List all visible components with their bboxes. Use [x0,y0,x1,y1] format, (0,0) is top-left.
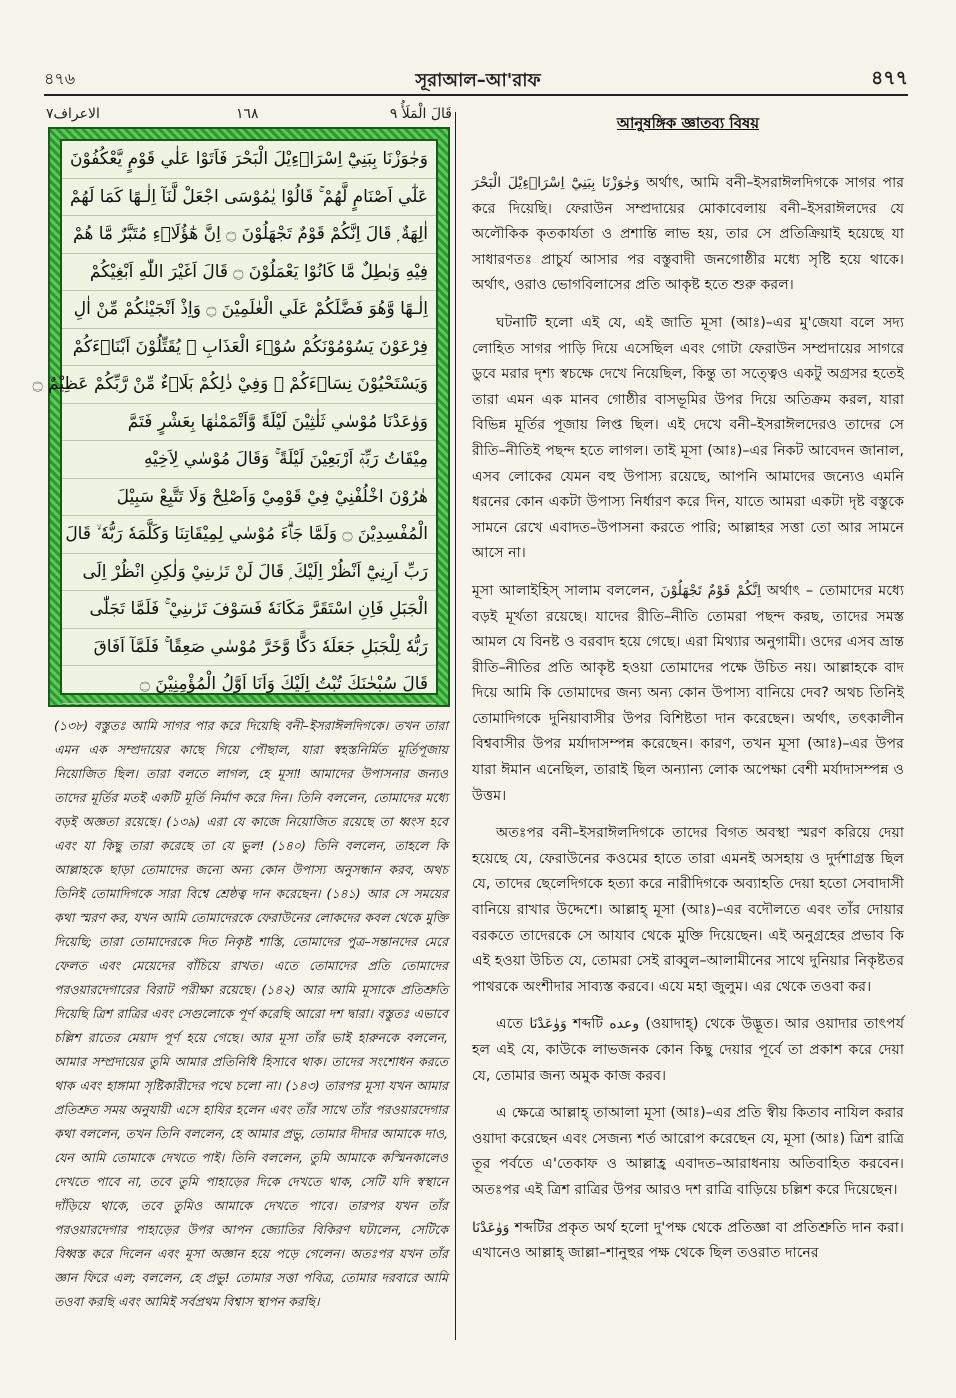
commentary-column [472,112,904,1279]
arabic-line: مِيْقَاتُ رَبِّهٖٓ اَرْبَعِيْنَ لَيْلَةً ۚ وَقَالَ مُوْسٰي لِاَخِيْهِ [62,441,436,479]
arabic-line: عَلٰٓي اَصْنَامٍ لَّهُمْ ۚ قَالُوْا يٰمُوْسَى اجْعَلْ لَّنَآ اِلٰـهًا كَمَا لَهُمْ [62,179,436,217]
arabic-quote: اِنَّكُمْ قَوْمٌ تَجْهَلُوْنَ [660,582,761,599]
arabic-quote: وَوٰعَدْنَا [529,1016,567,1033]
commentary-paragraph-6: এ ক্ষেত্রে আল্লাহ্ তাআলা মূসা (আঃ)–এর প্রতি স্বীয় কিতাব নাযিল করার ওয়াদা করেছেন এবং সেজন্য শর্ত আরোপ করেছেন যে, মূসা (আঃ) ত্রিশ রাত্রি তূর পর্বতে এ'তেকাফ ও আল্লাহ্র এবাদত–আরাধনায় অতিবাহিত করবেন। অতঃপর এই ত্রিশ রাত্রির উপর আরও দশ রাত্রি বাড়িয়ে চল্লিশ করে দিয়েছেন। [472,1105,904,1198]
page-number-left: ৪৭৬ [44,69,76,88]
commentary-paragraph-1 [472,171,904,299]
paragraph-text: শব্দটির প্রকৃত অর্থ হলো দু'পক্ষ থেকে প্রতিজ্ঞা বা প্রতিশ্রুতি দান করা। এখানেও আল্লাহ্ জাল্লা–শানুহুর পক্ষ থেকে ছিল তওরাত দানের [472,1219,904,1262]
arabic-line: وَوٰعَدْنَا مُوْسٰي ثَلٰثِيْنَ لَيْلَةً وَّاَتْمَمْنٰهَا بِعَشْرٍ فَتَمَّ [62,404,436,442]
translation-text: (১৩৮) বস্তুতঃ আমি সাগর পার করে দিয়েছি বনী–ইসরাঈলদিগকে। তখন তারা এমন এক সম্প্রদায়ের কাছে গিয়ে পৌছাল, যারা স্বহস্তনির্মিত মূর্তিপূজায় নিয়োজিত ছিল। তারা বলতে লাগল, হে মূসা! আমাদের উপাসনার জন্যও তাদের মূর্তির মতই একটি মূর্তি নির্মাণ করে দিন। তিনি বললেন, তোমাদের মধ্যে বড়ই অজ্ঞতা রয়েছে। (১৩৯) এরা যে কাজে নিয়োজিত রয়েছে তা ধ্বংস হবে এবং যা কিছু তারা করেছে তা যে ভুল! (১৪০) তিনি বললেন, তাহলে কি আল্লাহকে ছাড়া তোমাদের জন্যে অন্য কোন উপাস্য অনুসন্ধান করব, অথচ তিনিই তোমাদিগকে সারা বিশ্বে শ্রেষ্ঠত্ব দান করেছেন। (১৪১) আর সে সময়ের কথা স্মরণ কর, যখন আমি তোমাদেরকে ফেরাউনের লোকদের কবল থেকে মুক্তি দিয়েছি; তারা তোমাদেরকে দিত নিকৃষ্ট শাস্তি, তোমাদের পুত্র–সন্তানদের মেরে ফেলত এবং মেয়েদের বাঁচিয়ে রাখত। এতে তোমাদের প্রতি তোমাদের পরওয়ারদেগারের বিরাট পরীক্ষা রয়েছে। (১৪২) আর আমি মূসাকে প্রতিশ্রুতি দিয়েছি ত্রিশ রাত্রির এবং সেগুলোকে পূর্ণ করেছি আরো দশ দ্বারা। বস্তুতঃ এভাবে চল্লিশ রাতের মেয়াদ পূর্ণ হয়ে গেছে। আর মূসা তাঁর ভাই হারুনকে বললেন, আমার সম্প্রদায়ের তুমি আমার প্রতিনিধি হিসাবে থাক। তাদের সংশোধন করতে থাক এবং হাঙ্গামা সৃষ্টিকারীদের পথে চলো না। (১৪৩) তারপর মূসা যখন আমার প্রতিশ্রুত সময় অনুযায়ী এসে হাযির হলেন এবং তাঁর সাথে তাঁর পরওয়ারদেগার কথা বললেন, তখন তিনি বললেন, হে আমার প্রভু, তোমার দীদার আমাকে দাও, যেন আমি তোমাকে দেখতে পাই। তিনি বললেন, তুমি আমাকে কস্মিনকালেও দেখতে পাবে না, তবে তুমি পাহাড়ের দিকে দেখতে থাক, সেটি যদি স্বস্থানে দাঁড়িয়ে থাকে, তবে তুমিও আমাকে দেখতে পাবে। তারপর যখন তাঁর পরওয়ারদেগার পাহাড়ের উপর আপন জ্যোতির বিকিরণ ঘটালেন, সেটিকে বিধ্বস্ত করে দিলেন এবং মূসা অজ্ঞান হয়ে পড়ে গেলেন। অতঃপর যখন তাঁর জ্ঞান ফিরে এল; বললেন, হে প্রভু! তোমার সত্তা পবিত্র, তোমার দরবারে আমি তওবা করছি এবং আমিই সর্বপ্রথম বিশ্বাস স্থাপন করছি। [54,718,448,1309]
commentary-paragraph-3 [472,579,904,809]
arabic-line: اِلٰـهًا وَّهُوَ فَضَّلَكُمْ عَلَي الْعٰلَمِيْنَ ۝ وَاِذْ اَنْجَيْنٰكُمْ مِّنْ اٰلِ [62,291,436,329]
arabic-line: الْجَبَلِ فَاِنِ اسْتَقَرَّ مَكَانَهٗ فَسَوْفَ تَرٰىنِيْ ۚ فَلَمَّا تَجَلّٰى [62,591,436,629]
arabic-line: الْمُفْسِدِيْنَ ۝ وَلَمَّا جَاۗءَ مُوْسٰي لِمِيْقَاتِنَا وَكَلَّمَهٗ رَبُّهٗ ۙ قَالَ [62,516,436,554]
arabic-line: وَيَسْتَحْيُوْنَ نِسَاۗءَكُمْ ۭ وَفِيْ ذٰلِكُمْ بَلَاۗءٌ مِّنْ رَّبِّكُمْ عَظِيْمٌ ۝ [62,366,436,404]
arabic-quote: وَوٰعَدْنَا [472,1219,510,1236]
commentary-title: আনুষঙ্গিক জ্ঞাতব্য বিষয় [616,114,760,132]
arabic-line: قَالَ سُبْحٰنَكَ تُبْتُ اِلَيْكَ وَاَنَا اَوَّلُ الْمُؤْمِنِيْنَ ۝ [62,666,436,704]
bengali-translation [54,714,448,1314]
page-number-right: ৪৭৭ [870,67,908,89]
arabic-quote: وَجٰوَزْنَا بِبَنِيْٓ اِسْرَاۗءِيْلَ الْبَحْرَ [472,175,640,191]
arabic-word: وعده [609,1016,640,1033]
para-label-arabic: قَالَ الْمَلَأُ ٩ [389,106,452,122]
column-divider [455,112,456,1340]
paragraph-text: শব্দটি [566,1016,610,1033]
arabic-line: هٰرُوْنَ اخْلُفْنِيْ فِيْ قَوْمِيْ وَاَصْلِحْ وَلَا تَتَّبِعْ سَبِيْلَ [62,479,436,517]
arabic-text-panel [32,139,438,695]
arabic-text-frame [32,127,450,707]
arabic-line: فِرْعَوْنَ يَسُوْمُوْنَكُمْ سُوْۗءَ الْعَذَابِ ۚ يُقَتِّلُوْنَ اَبْنَاۗءَكُمْ [62,329,436,367]
commentary-paragraph-2: ঘটনাটি হলো এই যে, এই জাতি মূসা (আঃ)–এর মু'জেযা বলে সদ্য লোহিত সাগর পাড়ি দিয়ে এসেছিল এবং গোটা ফেরাউন সম্প্রদায়ের সাগরে ডুবে মরার দৃশ্য স্বচক্ষে দেখে নিয়েছিল, কিন্তু তা সত্ত্বেও একটু অগ্রসর হতেই তারা এমন এক মানব গোষ্ঠীর বাসভূমির উপর দিয়ে অতিক্রম করল, যারা বিভিন্ন মূর্তির পূজায় লিপ্ত ছিল। এই দেখে বনী–ইসরাঈলদেরও তাদের সে রীতি–নীতিই পছন্দ হতে লাগল। তাই মূসা (আঃ)–এর নিকট আবেদন জানাল, এসব লোকের যেমন বহু উপাস্য রয়েছে, আপনি আমাদের জন্যেও এমনি ধরনের কোন একটা উপাস্য নির্ধারণ করে দিন, যাতে আমরা একটা দৃষ্ট বস্তুকে সামনে রেখে এবাদত–উপাসনা করতে পারি; আল্লাহর সত্তা তো আর সামনে আসে না। [472,314,904,562]
arabic-line: وَجٰوَزْنَا بِبَنِيْٓ اِسْرَاۗءِيْلَ الْبَحْرَ فَاَتَوْا عَلٰي قَوْمٍ يَّعْكُفُوْنَ [62,141,436,179]
commentary-paragraph-5 [472,1012,904,1089]
arabic-line: رَبِّ اَرِنِيْٓ اَنْظُرْ اِلَيْكَ ۭ قَالَ لَنْ تَرٰىنِيْ وَلٰكِنِ انْظُرْ اِلَى [62,554,436,592]
arabic-line: رَبُّهٗ لِلْجَبَلِ جَعَلَهٗ دَكًّا وَّخَرَّ مُوْسٰي صَعِقًا ۚ فَلَمَّآ اَفَاقَ [62,629,436,667]
paragraph-text: এতে [496,1016,530,1033]
surah-title: সূরাআল–আ'রাফ [415,70,541,91]
surah-label-arabic: الاعراف٧ [46,106,100,122]
paragraph-text: অর্থাৎ – তোমাদের মধ্যে বড়ই মূর্খতা রয়েছে। যাদের রীতি–নীতি তোমরা পছন্দ করছ, তাদের সমস্ত আমল যে বিনষ্ট ও বরবাদ হয়ে গেছে। এরা মিথ্যার অনুগামী। ওদের এসব ভ্রান্ত রীতি–নীতির প্রতি আকৃষ্ট হওয়া তোমাদের পক্ষে উচিত নয়। আল্লাহকে বাদ দিয়ে আমি কি তোমাদের জন্য অন্য কোন উপাস্য বানিয়ে দেব? অথচ তিনিই তোমাদিগকে দুনিয়াবাসীর উপর বিশিষ্টতা দান করেছেন। অর্থাৎ, তৎকালীন বিশ্ববাসীর উপর মর্যাদাসম্পন্ন করেছেন। কারণ, তখন মূসা (আঃ)–এর উপর যারা ঈমান এনেছিল, তারাই ছিল অন্যান্য লোক অপেক্ষা বেশী মর্যাদাসম্পন্ন ও উত্তম। [472,582,904,804]
page-header [0,0,956,96]
header-rule [44,94,908,96]
arabic-page-number: ١٦٨ [236,106,259,122]
arabic-line: فِيْهِ وَبٰطِلٌ مَّا كَانُوْا يَعْمَلُوْنَ ۝ قَالَ اَغَيْرَ اللّٰهِ اَبْغِيْكُمْ [62,254,436,292]
paragraph-text: (ওয়াদাহ্) থেকে উদ্ভূত। আর ওয়াদার তাৎপর্য হল এই যে, কাউকে লাভজনক কোন কিছু দেয়ার পূর্বে তা প্রকাশ করে দেয়া যে, তোমার জন্য অমুক কাজ করব। [472,1016,904,1084]
paragraph-text: মূসা আলাইহিস্ সালাম বললেন, [472,582,661,599]
commentary-paragraph-4: অতঃপর বনী–ইসরাঈলদিগকে তাদের বিগত অবস্থা স্মরণ করিয়ে দেয়া হয়েছে যে, ফেরাউনের কওমের হাতে তারা এমনই অসহায় ও দুর্দশাগ্রস্ত ছিল যে, তাদের ছেলেদিগকে হত্যা করে নারীদিগকে অব্যাহতি দেয়া হতো সেবাদাসী বানিয়ে রাখার উদ্দেশে। আল্লাহ্ মূসা (আঃ)–এর বদৌলতে এবং তাঁর দোয়ার বরকতে তাদেরকে সে আযাব থেকে মুক্তি দিয়েছেন। এই অনুগ্রহের প্রভাব কি এই হওয়া উচিত যে, তোমরা সেই রাব্বুল–আলামীনের সাথে দুনিয়ার নিকৃষ্টতর পাথরকে অংশীদার সাব্যস্ত করবে। এযে মহা জুলুম। এর থেকে তওবা কর। [472,825,904,995]
arabic-panel-header [46,102,452,126]
arabic-line: اٰلِهَةٌ ۭ قَالَ اِنَّكُمْ قَوْمٌ تَجْهَلُوْنَ ۝ اِنَّ هٰٓؤُلَاۗءِ مُتَبَّرٌ مَّا هُمْ [62,216,436,254]
commentary-paragraph-7 [472,1216,904,1267]
paragraph-text: অর্থাৎ, আমি বনী–ইসরাঈলদিগকে সাগর পার করে দিয়েছি। ফেরাউন সম্প্রদায়ের মোকাবেলায় বনী–ইসরাঈলদের যে অলৌকিক কৃতকার্যতা ও প্রশান্তি লাভ হয়, তার সে প্রতিক্রিয়াই হয়েছে যা সাধারণতঃ প্রাচুর্য আসার পর বস্তুবাদী জনগোষ্ঠীর মধ্যে সৃষ্টি হয়ে থাকে। অর্থাৎ, ওরাও ভোগবিলাসের প্রতি আকৃষ্ট হতে শুরু করল। [472,175,905,294]
